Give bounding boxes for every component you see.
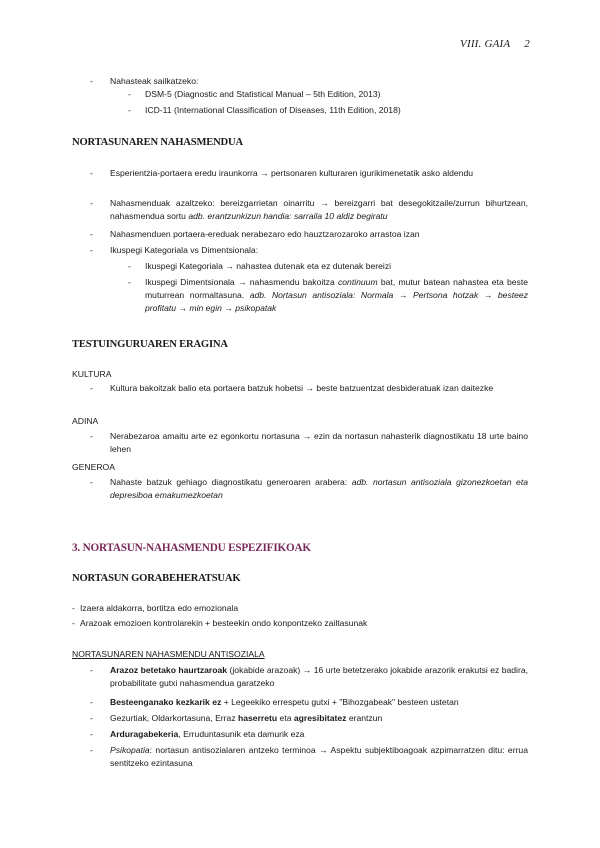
list-item: - Ikuspegi Kategoriala vs Dimentsionala:	[90, 245, 259, 255]
subsection-heading: NORTASUNAREN NAHASMENDU ANTISOZIALA	[72, 649, 265, 659]
list-item: - Esperientzia-portaera eredu iraunkorra → pertsonaren kulturaren igurikimenetatik asko aldendu	[90, 168, 474, 178]
section-heading: NORTASUNAREN NAHASMENDUA	[72, 137, 243, 148]
list-item: - Arduragabekeria, Erruduntasunik eta damurik eza	[90, 729, 305, 739]
list-item: - Besteenganako kezkarik ez + Legeekiko errespetu gutxi + "Bihozgabeak" besteen ustetan	[90, 697, 459, 707]
list-item: - Nahaste batzuk gehiago diagnostikatu generoaren arabera: adb. nortasun antisoziala gizonezkoetan eta depresiboa emakumezkoetan	[90, 477, 528, 500]
list-item: - DSM-5 (Diagnostic and Statistical Manual – 5th Edition, 2013)	[128, 89, 381, 99]
list-item: - Arazoz betetako haurtzaroak (jokabide arazoak) → 16 urte betetzerako jokabide arazorik erakutsi ez badira, probabilitate gutxi nahasmendua garatzeko	[90, 665, 528, 688]
section-heading: NORTASUN GORABEHERATSUAK	[72, 573, 241, 584]
list-item: - Nahasmenduen portaera-ereduak nerabezaro edo hauztzarozaroko arrastoa izan	[90, 229, 420, 239]
list-item: - Ikuspegi Dimentsionala → nahasmendu bakoitza continuum bat, mutur batean nahastea eta beste muturrean normaltasuna. adb. Nortasun antisoziala: Normala → Pertsona hotzak → besteez profitatu → min egin → psikopatak	[128, 277, 528, 313]
list-item: - Arazoak emozioen kontrolarekin + besteekin ondo konpontzeko zailtasunak	[72, 618, 368, 628]
page-header	[460, 36, 530, 53]
list-item: - ICD-11 (International Classification of Diseases, 11th Edition, 2018)	[128, 105, 401, 115]
category-label: ADINA	[72, 416, 99, 426]
list-item: - Izaera aldakorra, bortitza edo emozionala	[72, 603, 239, 613]
category-label: KULTURA	[72, 369, 112, 379]
list-item: - Nahasteak sailkatzeko:	[90, 76, 199, 86]
category-label: GENEROA	[72, 462, 115, 472]
section-heading: TESTUINGURUAREN ERAGINA	[72, 339, 228, 350]
list-item: - Kultura bakoitzak balio eta portaera batzuk hobetsi → beste batzuentzat desbideratuak izan daitezke	[90, 383, 494, 393]
list-item: - Psikopatia: nortasun antisozialaren antzeko terminoa → Aspektu subjektiboagoak azpimarratzen ditu: errua sentitzeko ezintasuna	[90, 745, 528, 768]
list-item: - Gezurtiak, Oldarkortasuna, Erraz haserretu eta agresibitatez erantzun	[90, 713, 383, 723]
list-item: - Ikuspegi Kategoriala → nahastea dutenak eta ez dutenak bereizi	[128, 261, 392, 271]
page-number: 2	[524, 38, 530, 50]
chapter-heading: 3. NORTASUN-NAHASMENDU ESPEZIFIKOAK	[72, 542, 311, 554]
list-item: - Nerabezaroa amaitu arte ez egonkortu nortasuna → ezin da nortasun nahasterik diagnostikatu 18 urte baino lehen	[90, 431, 528, 454]
header-title: VIII. GAIA	[460, 38, 511, 50]
list-item: - Nahasmenduak azaltzeko: bereizgarrietan oinarritu → bereizgarri bat desegokitzaile/zurrun bihurtzean, nahasmendua sortu adb. erantzunkizun handia: sarraila 10 aldiz begiratu	[90, 198, 528, 221]
